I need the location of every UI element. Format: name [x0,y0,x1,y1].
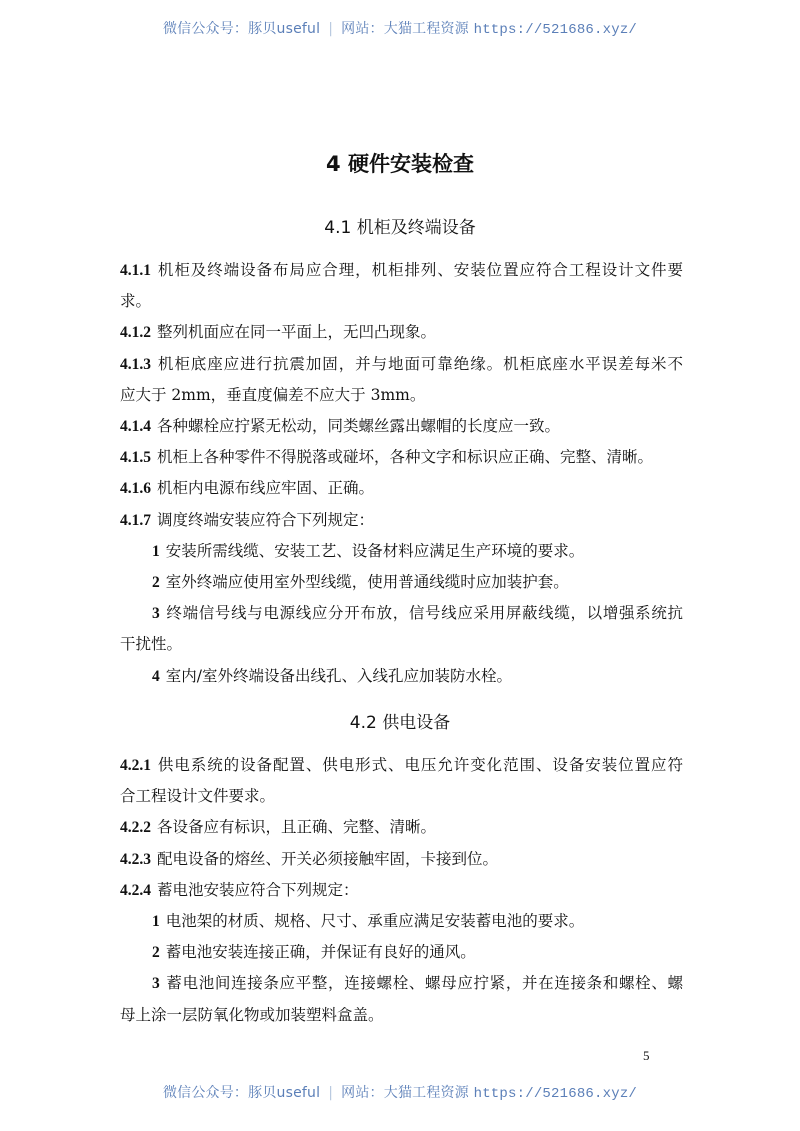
list-item [152,911,584,932]
clause-number: 4 [152,667,160,685]
clause-number: 3 [152,975,160,993]
watermark-footer [0,1082,800,1102]
chapter-title: 4 硬件安装检查 [326,152,474,176]
clause-text: 调度终端安装应符合下列规定： [157,510,375,529]
watermark-site: 网站：大猫工程资源 [341,1085,469,1101]
clause-text: 合工程设计文件要求。 [120,787,276,806]
clause [120,260,683,281]
clause [120,510,374,531]
clause-number: 4.1.2 [120,324,151,342]
clause-text: 母上涂一层防氧化物或加装塑料盒盖。 [120,1005,384,1024]
clause-text: 干扰性。 [120,635,183,654]
page-number: 5 [643,1048,650,1063]
clause-text: 室内/室外终端设备出线孔、入线孔应加装防水栓。 [165,666,512,685]
clause-number: 1 [152,913,160,930]
clause-text: 应大于 2mm，垂直度偏差不应大于 3mm。 [120,385,426,404]
clause-text: 蓄电池安装应符合下列规定： [157,880,359,899]
clause-text: 各种螺栓应拧紧无松动，同类螺丝露出螺帽的长度应一致。 [157,417,561,435]
clause-number: 2 [152,944,160,962]
clause-continuation [120,1005,384,1025]
clause [120,849,498,870]
clause-text: 安装所需线缆、安装工艺、设备材料应满足生产环境的要求。 [165,541,585,560]
clause [120,478,374,499]
list-item [152,603,683,624]
clause-text: 求。 [120,292,152,311]
clause-text: 蓄电池安装连接正确，并保证有良好的通风。 [165,943,476,962]
clause-number: 3 [152,605,160,623]
watermark-wechat: 微信公众号：豚贝useful [162,21,321,37]
watermark-site: 网站：大猫工程资源 [341,21,469,37]
clause-text: 供电系统的设备配置、供电形式、电压允许变化范围、设备安装位置应符 [157,756,683,774]
clause-continuation [120,634,182,654]
clause-text: 机柜及终端设备布局应合理，机柜排列、安装位置应符合工程设计文件要 [157,261,683,279]
clause-text: 各设备应有标识，且正确、完整、清晰。 [157,818,437,837]
section-heading: 4.2 供电设备 [349,713,451,733]
clause [120,880,359,901]
watermark-wechat: 微信公众号：豚贝useful [162,1085,321,1101]
list-item [152,541,584,562]
clause-text: 电池架的材质、规格、尺寸、承重应满足安装蓄电池的要求。 [165,912,585,930]
clause-number: 4.2.3 [120,850,151,868]
clause-number: 4.2.4 [120,881,151,899]
clause-continuation [120,291,151,311]
clause-text: 整列机面应在同一平面上，无凹凸现象。 [157,323,437,342]
clause [120,447,653,468]
watermark-header [0,18,800,38]
clause-continuation [120,786,275,806]
list-item [152,572,569,593]
clause-number: 4.1.3 [120,355,151,373]
list-item [152,666,512,687]
clause [120,755,683,776]
clause [120,354,683,375]
clause-number: 1 [152,542,160,560]
list-item [152,942,476,963]
clause [120,322,436,343]
watermark-separator: | [328,21,334,37]
clause-number: 4.2.1 [120,757,151,774]
clause [120,817,436,838]
clause-text: 机柜内电源布线应牢固、正确。 [157,479,375,498]
clause-text: 室外终端应使用室外型线缆，使用普通线缆时应加装护套。 [165,573,569,591]
list-item [152,973,683,994]
clause-number: 2 [152,574,160,591]
clause-number: 4.1.4 [120,418,151,435]
clause-text: 配电设备的熔丝、开关必须接触牢固，卡接到位。 [157,849,499,868]
clause-number: 4.2.2 [120,819,151,837]
clause-text: 终端信号线与电源线应分开布放，信号线应采用屏蔽线缆，以增强系统抗 [165,604,683,623]
clause-number: 4.1.1 [120,262,151,279]
clause [120,416,560,437]
clause-continuation [120,385,425,405]
section-heading: 4.1 机柜及终端设备 [324,218,476,238]
watermark-separator: | [328,1085,334,1101]
clause-text: 蓄电池间连接条应平整，连接螺栓、螺母应拧紧，并在连接条和螺栓、螺 [165,974,683,993]
clause-number: 4.1.7 [120,511,151,529]
watermark-url[interactable]: https://521686.xyz/ [473,1086,638,1102]
clause-number: 4.1.6 [120,480,151,498]
clause-text: 机柜底座应进行抗震加固，并与地面可靠绝缘。机柜底座水平误差每米不 [157,354,683,373]
clause-number: 4.1.5 [120,449,151,467]
watermark-url[interactable]: https://521686.xyz/ [473,22,638,38]
clause-text: 机柜上各种零件不得脱落或碰坏，各种文字和标识应正确、完整、清晰。 [157,448,654,467]
